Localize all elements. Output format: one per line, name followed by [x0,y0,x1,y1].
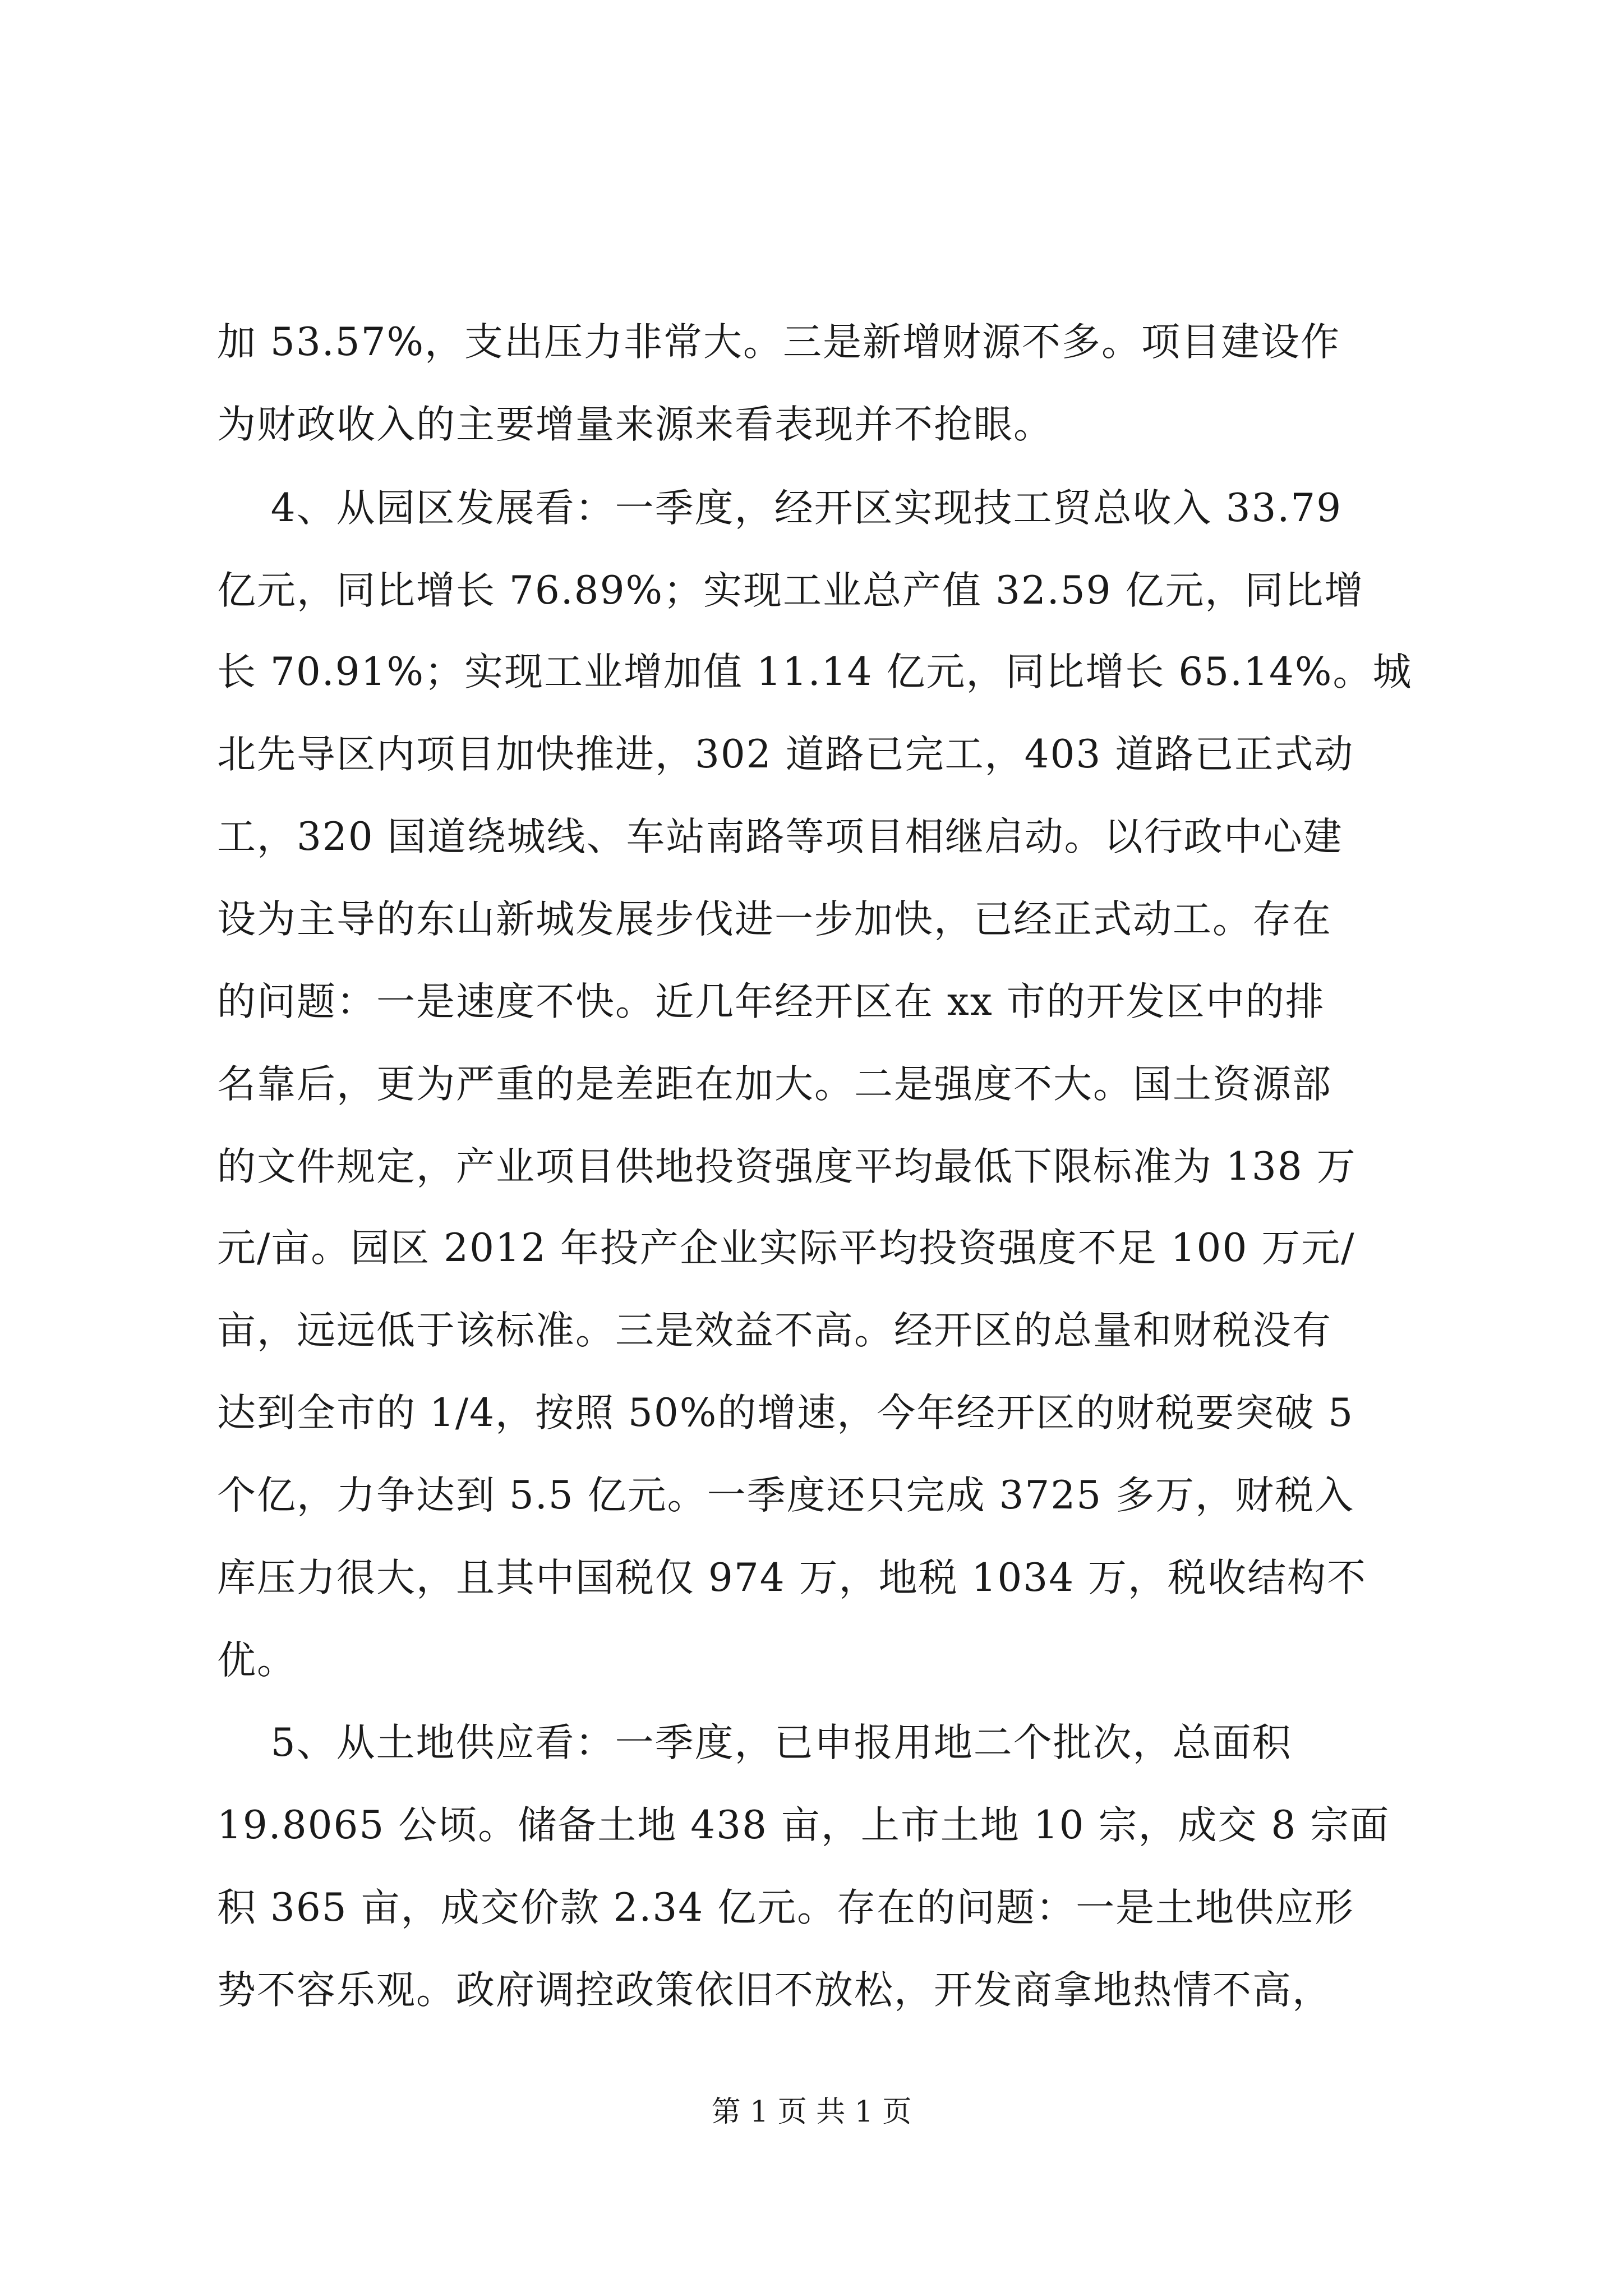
text-line: 元/亩。园区 2012 年投产企业实际平均投资强度不足 100 万元/ [217,1226,1355,1271]
text-line: 亿元，同比增长 76.89%；实现工业总产值 32.59 亿元，同比增 [217,568,1364,613]
text-line: 的文件规定，产业项目供地投资强度平均最低下限标准为 138 万 [217,1144,1357,1189]
text-line: 名靠后，更为严重的是差距在加大。二是强度不大。国土资源部 [217,1062,1332,1107]
text-line: 工，320 国道绕城线、车站南路等项目相继启动。以行政中心建 [217,815,1343,859]
text-line: 的问题：一是速度不快。近几年经开区在 xx 市的开发区中的排 [217,979,1325,1024]
text-line: 优。 [217,1638,297,1683]
text-line: 设为主导的东山新城发展步伐进一步加快，已经正式动工。存在 [217,897,1332,942]
text-line: 4、从园区发展看：一季度，经开区实现技工贸总收入 33.79 [217,486,1343,531]
text-line: 个亿，力争达到 5.5 亿元。一季度还只完成 3725 多万，财税入 [217,1473,1355,1518]
text-line: 19.8065 公顷。储备土地 438 亩，上市土地 10 宗，成交 8 宗面 [217,1803,1390,1848]
text-line: 库压力很大，且其中国税仅 974 万，地税 1034 万，税收结构不 [217,1556,1367,1600]
page-footer: 第 1 页 共 1 页 [711,2095,912,2129]
text-line: 北先导区内项目加快推进，302 道路已完工，403 道路已正式动 [217,732,1354,777]
text-line: 5、从土地供应看：一季度，已申报用地二个批次，总面积 [217,1720,1292,1765]
text-line: 亩，远远低于该标准。三是效益不高。经开区的总量和财税没有 [217,1308,1332,1353]
text-line: 积 365 亩，成交价款 2.34 亿元。存在的问题：一是土地供应形 [217,1885,1355,1930]
text-line: 达到全市的 1/4，按照 50%的增速，今年经开区的财税要突破 5 [217,1391,1354,1435]
text-line: 势不容乐观。政府调控政策依旧不放松，开发商拿地热情不高， [217,1968,1332,2013]
text-line: 加 53.57%，支出压力非常大。三是新增财源不多。项目建设作 [217,320,1341,365]
text-line: 长 70.91%；实现工业增加值 11.14 亿元，同比增长 65.14%。城 [217,650,1413,694]
text-line: 为财政收入的主要增量来源来看表现并不抢眼。 [217,402,1053,447]
